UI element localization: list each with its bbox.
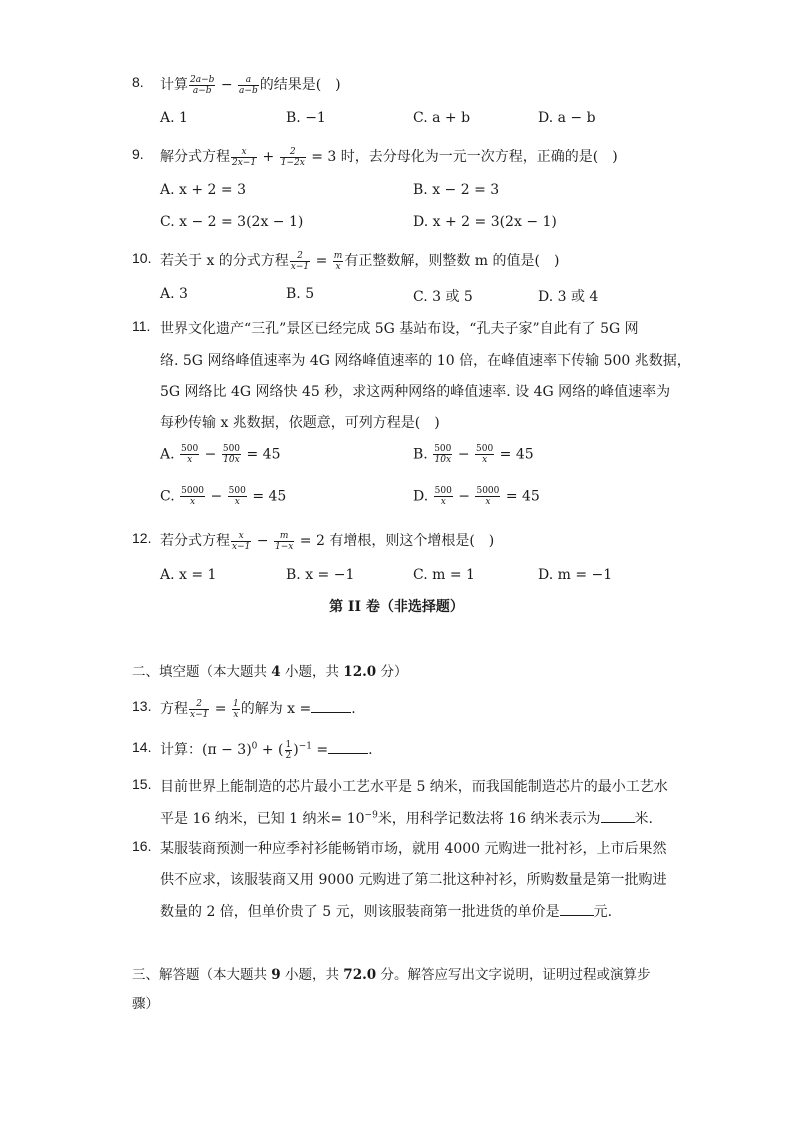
answer-blank[interactable] bbox=[560, 903, 594, 916]
option-b: B. x = −1 bbox=[286, 567, 355, 583]
part-title: 第 II 卷（非选择题） bbox=[329, 599, 464, 615]
option-a: A. 1 bbox=[160, 110, 188, 126]
answer-blank[interactable] bbox=[601, 810, 635, 823]
question-text: 的结果是( ) bbox=[259, 77, 341, 93]
option-b: B. 5 bbox=[286, 286, 315, 302]
section-heading: 三、解答题（本大题共 9 小题，共 72.0 分。解答应写出文字说明，证明过程或演算步 bbox=[132, 967, 651, 983]
fraction: $\frac{m}{1-x}$ bbox=[274, 530, 294, 552]
option-c: C. x − 2 = 3(2x − 1) bbox=[160, 214, 304, 230]
question-text: 解分式方程 bbox=[160, 149, 230, 165]
question-text: 若分式方程 bbox=[160, 533, 230, 549]
answer-blank[interactable] bbox=[311, 700, 351, 713]
option-a: A. x = 1 bbox=[160, 567, 217, 583]
option-c: C. $\frac{5000}{x}$ − $\frac{500}{x}$ = 45 bbox=[160, 486, 287, 507]
question-text: = 3 时，去分母化为一元一次方程，正确的是( ) bbox=[306, 149, 618, 165]
question-text: 计算 bbox=[160, 77, 188, 93]
answer-blank[interactable] bbox=[328, 741, 368, 754]
option-a: A. 3 bbox=[160, 286, 188, 302]
option-c: C. a + b bbox=[413, 110, 471, 126]
fraction: $\frac{a}{a-b}$ bbox=[239, 74, 258, 96]
question-number: 14. bbox=[132, 739, 152, 755]
question-number: 11. bbox=[132, 318, 151, 334]
question-text: 若关于 x 的分式方程 bbox=[160, 253, 289, 269]
question-text-line: 络. 5G 网络峰值速率为 4G 网络峰值速率的 10 倍，在峰值速率下传输 500 兆数据， bbox=[160, 353, 691, 369]
question-number: 8. bbox=[132, 74, 144, 90]
question-text-line: 数量的 2 倍，但单价贵了 5 元，则该服装商第一批进货的单价是 元. bbox=[160, 904, 613, 920]
question-number: 16. bbox=[132, 838, 152, 854]
question-text: 有正整数解，则整数 m 的值是( ) bbox=[344, 253, 560, 269]
section-heading-cont: 骤） bbox=[132, 996, 159, 1012]
option-b: B. x − 2 = 3 bbox=[413, 182, 500, 198]
question-number: 12. bbox=[132, 530, 152, 546]
question-text-line: 世界文化遗产“三孔”景区已经完成 5G 基站布设，“孔夫子家”自此有了 5G 网 bbox=[160, 321, 639, 337]
question-text: = 2 有增根，则这个增根是( ) bbox=[295, 533, 495, 549]
option-c: C. m = 1 bbox=[413, 567, 475, 583]
option-d: D. 3 或 4 bbox=[538, 289, 599, 305]
option-d: D. $\frac{500}{x}$ − $\frac{5000}{x}$ = 45 bbox=[413, 486, 540, 507]
question-text-line: 供不应求，该服装商又用 9000 元购进了第二批这种衬衫，所购数量是第一批购进 bbox=[160, 872, 667, 888]
option-d: D. a − b bbox=[538, 110, 596, 126]
question-number: 10. bbox=[132, 250, 152, 266]
option-c: C. 3 或 5 bbox=[413, 289, 473, 305]
fraction: $\frac{2}{1-2x}$ bbox=[280, 146, 305, 168]
option-b: B. $\frac{500}{10x}$ − $\frac{500}{x}$ = 45 bbox=[413, 444, 534, 465]
question-number: 15. bbox=[132, 776, 152, 792]
exam-page: 8. 计算 $\frac{2a-b}{a-b}$ − $\frac{a}{a-b}$ 的结果是( ) A. 1 B. −1 C. a + b D. a − b 9. 解分式方程 $\frac{x}{2x-1}$ + $\frac{2}{1-2x}$ = 3 时，去分母化为一元一次方程，正确的是( ) A. x + 2 = 3 B. x − 2 = 3 C. x − 2 = 3(2x − 1) D. x + 2 = 3(2x − 1) 10. 若关于 x 的分式方程 $\frac{2}{x-1}$ = $\frac{m}{x}$ 有正整数解，则整数 m 的值是( ) A. 3 B. 5 C. 3 或 5 D. 3 或 4 11. 世界文化遗产“三孔”景区已经完成 5G 基站布设，“孔夫子家”自此有了 5G 网 络. 5G 网络峰值速率为 4G 网络峰值速率的 10 倍，在峰值速率下传输 500 兆数据， 5G 网络比 4G 网络快 45 秒，求这两种网络的峰值速率. 设 4G 网络的峰值速率为 每秒传输 x 兆数据，依题意，可列方程是( ) A. $\frac{500}{x}$ − $\frac{500}{10x}$ = 45 B. $\frac{500}{10x}$ − $\frac{500}{x}$ = 45 C. $\frac{5000}{x}$ − $\frac{500}{x}$ = 45 D. $\frac{500}{x}$ − $\frac{5000}{x}$ = 45 12. 若分式方程 $\frac{x}{x-1}$ − $\frac{m}{1-x}$ = 2 有增根，则这个增根是( ) A. x = 1 B. x = −1 C. m = 1 D. m = −1 第 II 卷（非选择题） 二、填空题（本大题共 4 小题，共 12.0 分） 13. 方程 $\frac{2}{x-1}$ = $\frac{1}{x}$ 的解为 x = . 14. 计算：$(\pi - 3)^0$ + ( $\frac{1}{2}$ )$^{-1}$ = . 15. 目前世界上能制造的芯片最小工艺水平是 5 纳米，而我国能制造芯片的最小工艺水 平是 16 纳米，已知 1 纳米= $10^{-9}$米，用科学记数法将 16 纳米表示为 米. 16. 某服装商预测一种应季衬衫能畅销市场，就用 4000 元购进一批衬衫，上市后果然 供不应求，该服装商又用 9000 元购进了第二批这种衬衫，所购数量是第一批购进 数量的 2 倍，但单价贵了 5 元，则该服装商第一批进货的单价是 元. 三、解答题（本大题共 9 小题，共 72.0 分。解答应写出文字说明，证明过程或演算步 骤） bbox=[0, 0, 793, 1122]
fraction: $\frac{x}{2x-1}$ bbox=[232, 146, 257, 168]
fraction: $\frac{m}{x}$ bbox=[333, 250, 343, 272]
option-a: A. x + 2 = 3 bbox=[160, 182, 246, 198]
fraction: $\frac{x}{x-1}$ bbox=[232, 530, 251, 552]
question-text-line: 每秒传输 x 兆数据，依题意，可列方程是( ) bbox=[160, 415, 440, 431]
question-text-line: 某服装商预测一种应季衬衫能畅销市场，就用 4000 元购进一批衬衫，上市后果然 bbox=[160, 841, 667, 857]
question-number: 9. bbox=[132, 146, 144, 162]
section-heading: 二、填空题（本大题共 4 小题，共 12.0 分） bbox=[132, 664, 408, 680]
option-d: D. x + 2 = 3(2x − 1) bbox=[413, 214, 557, 230]
question-number: 13. bbox=[132, 698, 152, 714]
question-text-line: 平是 16 纳米，已知 1 纳米= $10^{-9}$米，用科学记数法将 16 纳米表示为 米. bbox=[160, 810, 653, 827]
option-d: D. m = −1 bbox=[538, 567, 613, 583]
option-b: B. −1 bbox=[286, 110, 326, 126]
question-text-line: 5G 网络比 4G 网络快 45 秒，求这两种网络的峰值速率. 设 4G 网络的峰值速率为 bbox=[160, 384, 671, 400]
option-a: A. $\frac{500}{x}$ − $\frac{500}{10x}$ = 45 bbox=[160, 444, 281, 465]
fraction: $\frac{2a-b}{a-b}$ bbox=[190, 74, 215, 96]
fraction: $\frac{2}{x-1}$ bbox=[290, 250, 310, 272]
question-text-line: 目前世界上能制造的芯片最小工艺水平是 5 纳米，而我国能制造芯片的最小工艺水 bbox=[160, 779, 668, 795]
